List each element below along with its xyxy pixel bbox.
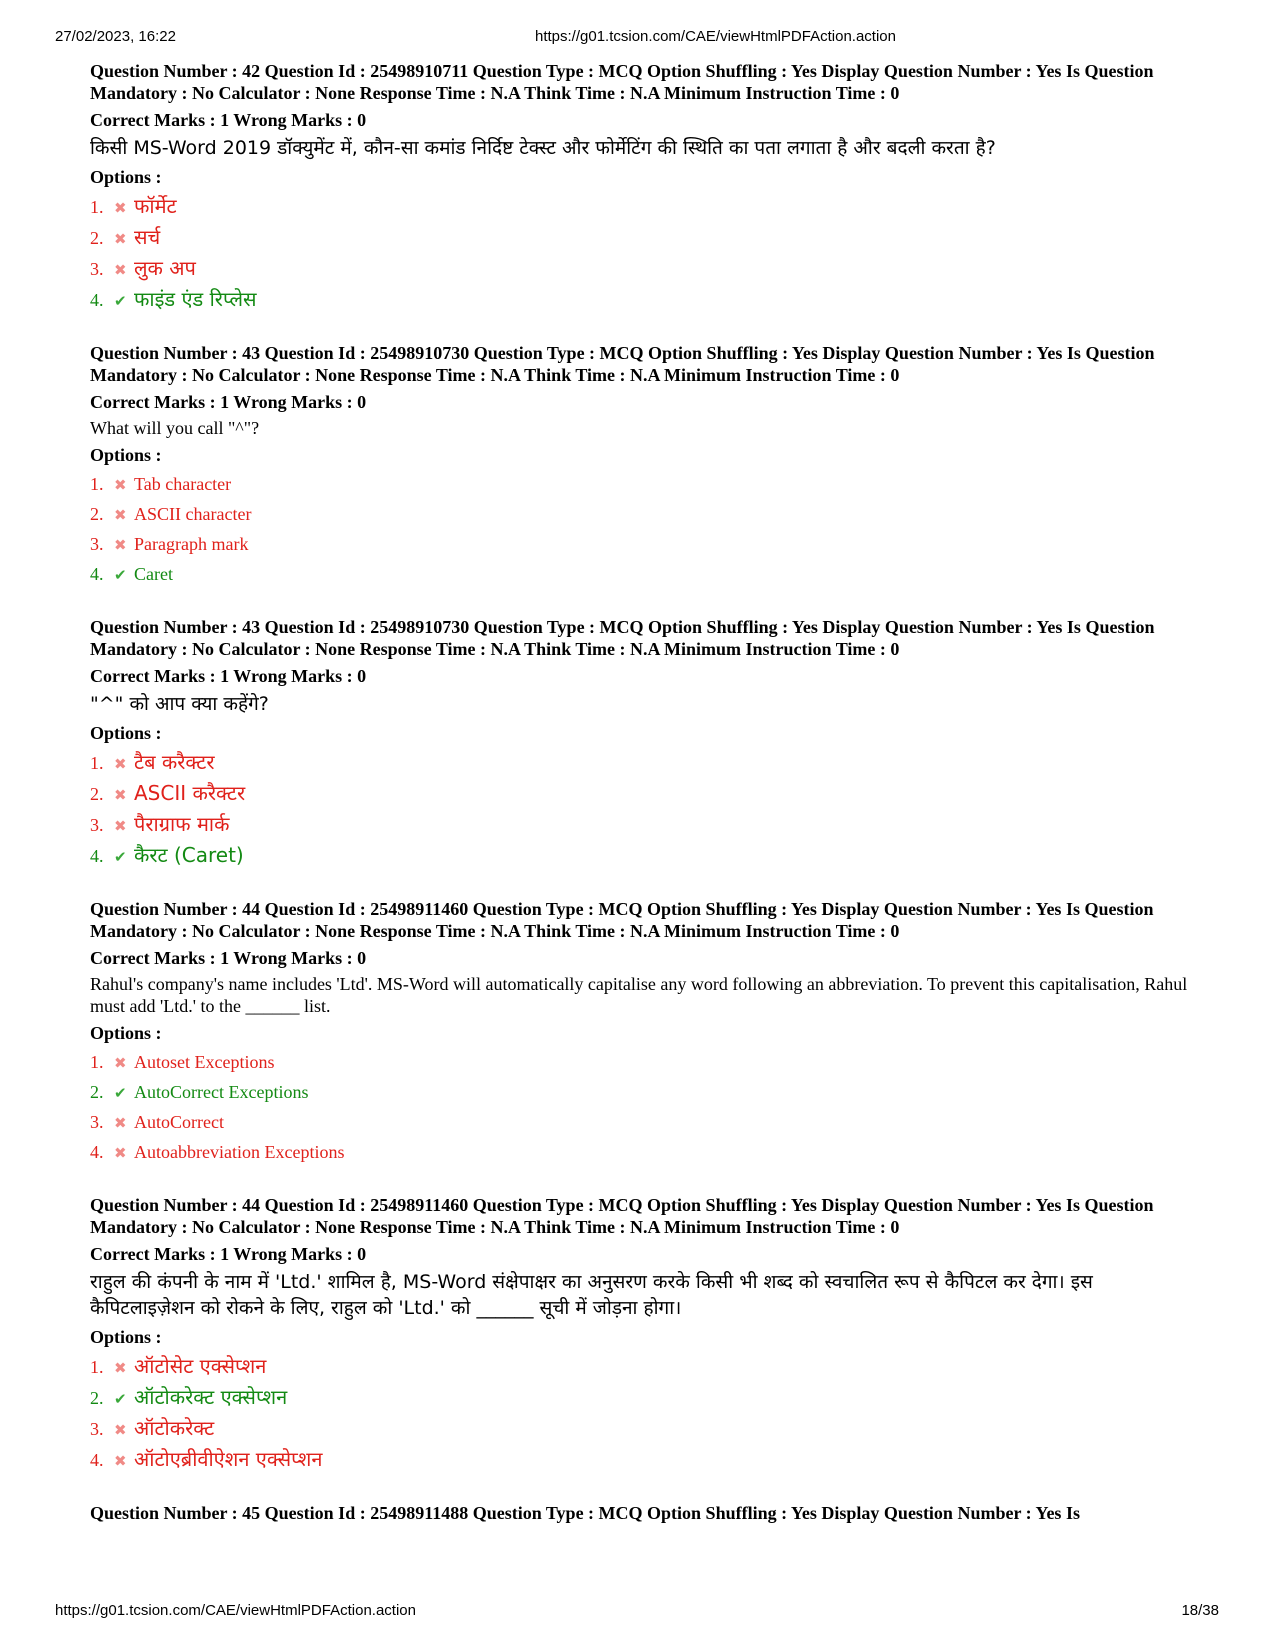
option-number: 2. bbox=[90, 1388, 104, 1408]
cross-icon: ✖ bbox=[114, 1421, 127, 1439]
question-marks: Correct Marks : 1 Wrong Marks : 0 bbox=[90, 666, 367, 686]
question-block bbox=[90, 616, 1200, 868]
option-item bbox=[90, 226, 1200, 250]
check-icon: ✔ bbox=[114, 292, 127, 310]
option-number: 1. bbox=[90, 197, 104, 217]
options-label: Options : bbox=[90, 723, 162, 743]
cross-icon: ✖ bbox=[114, 506, 127, 524]
cross-icon: ✖ bbox=[114, 1144, 127, 1162]
cross-icon: ✖ bbox=[114, 261, 127, 279]
question-meta: Question Number : 43 Question Id : 25498910730 Question Type : MCQ Option Shuffling : Yes Display Question Number : Yes Is Question Mandatory : No Calculator : None Response Time : N.A Think Time : N.A Minimum Instruction Time : 0 bbox=[90, 343, 1155, 385]
option-item bbox=[90, 563, 1200, 586]
option-number: 2. bbox=[90, 1082, 104, 1102]
cross-icon: ✖ bbox=[114, 536, 127, 554]
check-icon: ✔ bbox=[114, 848, 127, 866]
cross-icon: ✖ bbox=[114, 1359, 127, 1377]
question-block bbox=[90, 898, 1200, 1164]
question-marks: Correct Marks : 1 Wrong Marks : 0 bbox=[90, 948, 367, 968]
cross-icon: ✖ bbox=[114, 1054, 127, 1072]
option-item bbox=[90, 1355, 1200, 1379]
option-text: Autoset Exceptions bbox=[134, 1052, 275, 1072]
footer-url: https://g01.tcsion.com/CAE/viewHtmlPDFAction.action bbox=[55, 1602, 416, 1619]
option-item bbox=[90, 195, 1200, 219]
check-icon: ✔ bbox=[114, 566, 127, 584]
question-text: Rahul's company's name includes 'Ltd'. MS-Word will automatically capitalise any word following an abbreviation. To prevent this capitalisation, Rahul must add 'Ltd.' to the ______ list. bbox=[90, 974, 1188, 1016]
question-meta: Question Number : 44 Question Id : 25498911460 Question Type : MCQ Option Shuffling : Yes Display Question Number : Yes Is Question Mandatory : No Calculator : None Response Time : N.A Think Time : N.A Minimum Instruction Time : 0 bbox=[90, 899, 1154, 941]
option-text: टैब करैक्टर bbox=[134, 750, 215, 774]
question-block bbox=[90, 1502, 1200, 1524]
option-text: AutoCorrect Exceptions bbox=[134, 1082, 309, 1102]
cross-icon: ✖ bbox=[114, 1452, 127, 1470]
cross-icon: ✖ bbox=[114, 1114, 127, 1132]
option-text: ASCII character bbox=[134, 504, 252, 524]
option-item bbox=[90, 533, 1200, 556]
option-text: Autoabbreviation Exceptions bbox=[134, 1142, 345, 1162]
question-meta: Question Number : 45 Question Id : 25498911488 Question Type : MCQ Option Shuffling : Yes Display Question Number : Yes Is bbox=[90, 1503, 1080, 1523]
option-item bbox=[90, 1051, 1200, 1074]
option-text: फाइंड एंड रिप्लेस bbox=[134, 287, 257, 311]
options-label: Options : bbox=[90, 1023, 162, 1043]
question-block bbox=[90, 60, 1200, 312]
option-text: AutoCorrect bbox=[134, 1112, 224, 1132]
option-number: 4. bbox=[90, 1450, 104, 1470]
option-item bbox=[90, 751, 1200, 775]
question-text: What will you call "^"? bbox=[90, 418, 260, 438]
cross-icon: ✖ bbox=[114, 786, 127, 804]
option-item bbox=[90, 1141, 1200, 1164]
option-number: 3. bbox=[90, 259, 104, 279]
question-marks: Correct Marks : 1 Wrong Marks : 0 bbox=[90, 1244, 367, 1264]
question-list bbox=[90, 60, 1200, 1554]
cross-icon: ✖ bbox=[114, 476, 127, 494]
option-item bbox=[90, 782, 1200, 806]
option-text: ऑटोकरेक्ट एक्सेप्शन bbox=[134, 1385, 288, 1409]
option-text: Caret bbox=[134, 564, 173, 584]
option-number: 4. bbox=[90, 1142, 104, 1162]
option-item bbox=[90, 844, 1200, 868]
option-text: पैराग्राफ मार्क bbox=[134, 812, 230, 836]
check-icon: ✔ bbox=[114, 1390, 127, 1408]
question-text: किसी MS-Word 2019 डॉक्युमेंट में, कौन-सा कमांड निर्दिष्ट टेक्स्ट और फोर्मेटिंग की स्थिति का पता लगाता है और बदली करता है? bbox=[90, 137, 996, 159]
option-number: 1. bbox=[90, 1357, 104, 1377]
print-url: https://g01.tcsion.com/CAE/viewHtmlPDFAction.action bbox=[535, 28, 896, 45]
option-number: 2. bbox=[90, 228, 104, 248]
option-text: ऑटोसेट एक्सेप्शन bbox=[134, 1354, 267, 1378]
option-text: ऑटोएब्रीवीऐशन एक्सेप्शन bbox=[134, 1447, 323, 1471]
option-item bbox=[90, 813, 1200, 837]
option-item bbox=[90, 1081, 1200, 1104]
option-text: Tab character bbox=[134, 474, 232, 494]
option-text: फॉर्मेट bbox=[134, 194, 177, 218]
option-text: Paragraph mark bbox=[134, 534, 249, 554]
question-text: "^" को आप क्या कहेंगे? bbox=[90, 693, 269, 715]
page-number: 18/38 bbox=[1181, 1602, 1219, 1619]
question-meta: Question Number : 42 Question Id : 25498910711 Question Type : MCQ Option Shuffling : Yes Display Question Number : Yes Is Question Mandatory : No Calculator : None Response Time : N.A Think Time : N.A Minimum Instruction Time : 0 bbox=[90, 61, 1154, 103]
question-marks: Correct Marks : 1 Wrong Marks : 0 bbox=[90, 110, 367, 130]
option-number: 1. bbox=[90, 474, 104, 494]
question-block bbox=[90, 1194, 1200, 1472]
cross-icon: ✖ bbox=[114, 755, 127, 773]
question-marks: Correct Marks : 1 Wrong Marks : 0 bbox=[90, 392, 367, 412]
cross-icon: ✖ bbox=[114, 817, 127, 835]
options-label: Options : bbox=[90, 167, 162, 187]
option-text: ऑटोकरेक्ट bbox=[134, 1416, 215, 1440]
option-text: ASCII करैक्टर bbox=[134, 781, 246, 805]
option-number: 1. bbox=[90, 753, 104, 773]
option-number: 1. bbox=[90, 1052, 104, 1072]
option-number: 2. bbox=[90, 504, 104, 524]
option-number: 3. bbox=[90, 534, 104, 554]
option-number: 3. bbox=[90, 815, 104, 835]
options-label: Options : bbox=[90, 445, 162, 465]
option-item bbox=[90, 473, 1200, 496]
option-item bbox=[90, 503, 1200, 526]
option-number: 4. bbox=[90, 290, 104, 310]
cross-icon: ✖ bbox=[114, 230, 127, 248]
question-meta: Question Number : 43 Question Id : 25498910730 Question Type : MCQ Option Shuffling : Yes Display Question Number : Yes Is Question Mandatory : No Calculator : None Response Time : N.A Think Time : N.A Minimum Instruction Time : 0 bbox=[90, 617, 1155, 659]
option-text: कैरट (Caret) bbox=[134, 843, 244, 867]
option-item bbox=[90, 1417, 1200, 1441]
option-number: 3. bbox=[90, 1419, 104, 1439]
option-item bbox=[90, 257, 1200, 281]
option-number: 4. bbox=[90, 564, 104, 584]
option-item bbox=[90, 1386, 1200, 1410]
question-meta: Question Number : 44 Question Id : 25498911460 Question Type : MCQ Option Shuffling : Yes Display Question Number : Yes Is Question Mandatory : No Calculator : None Response Time : N.A Think Time : N.A Minimum Instruction Time : 0 bbox=[90, 1195, 1154, 1237]
option-text: लुक अप bbox=[134, 256, 196, 280]
option-number: 2. bbox=[90, 784, 104, 804]
print-datetime: 27/02/2023, 16:22 bbox=[55, 28, 176, 45]
check-icon: ✔ bbox=[114, 1084, 127, 1102]
option-item bbox=[90, 288, 1200, 312]
question-block bbox=[90, 342, 1200, 586]
option-item bbox=[90, 1448, 1200, 1472]
options-label: Options : bbox=[90, 1327, 162, 1347]
question-text: राहुल की कंपनी के नाम में 'Ltd.' शामिल है, MS-Word संक्षेपाक्षर का अनुसरण करके किसी भी शब्द को स्वचालित रूप से कैपिटल कर देगा। इस कैपिटलाइज़ेशन को रोकने के लिए, राहुल को 'Ltd.' को ______ सूची में जोड़ना होगा। bbox=[90, 1271, 1093, 1319]
option-text: सर्च bbox=[134, 225, 161, 249]
option-item bbox=[90, 1111, 1200, 1134]
option-number: 3. bbox=[90, 1112, 104, 1132]
option-number: 4. bbox=[90, 846, 104, 866]
cross-icon: ✖ bbox=[114, 199, 127, 217]
